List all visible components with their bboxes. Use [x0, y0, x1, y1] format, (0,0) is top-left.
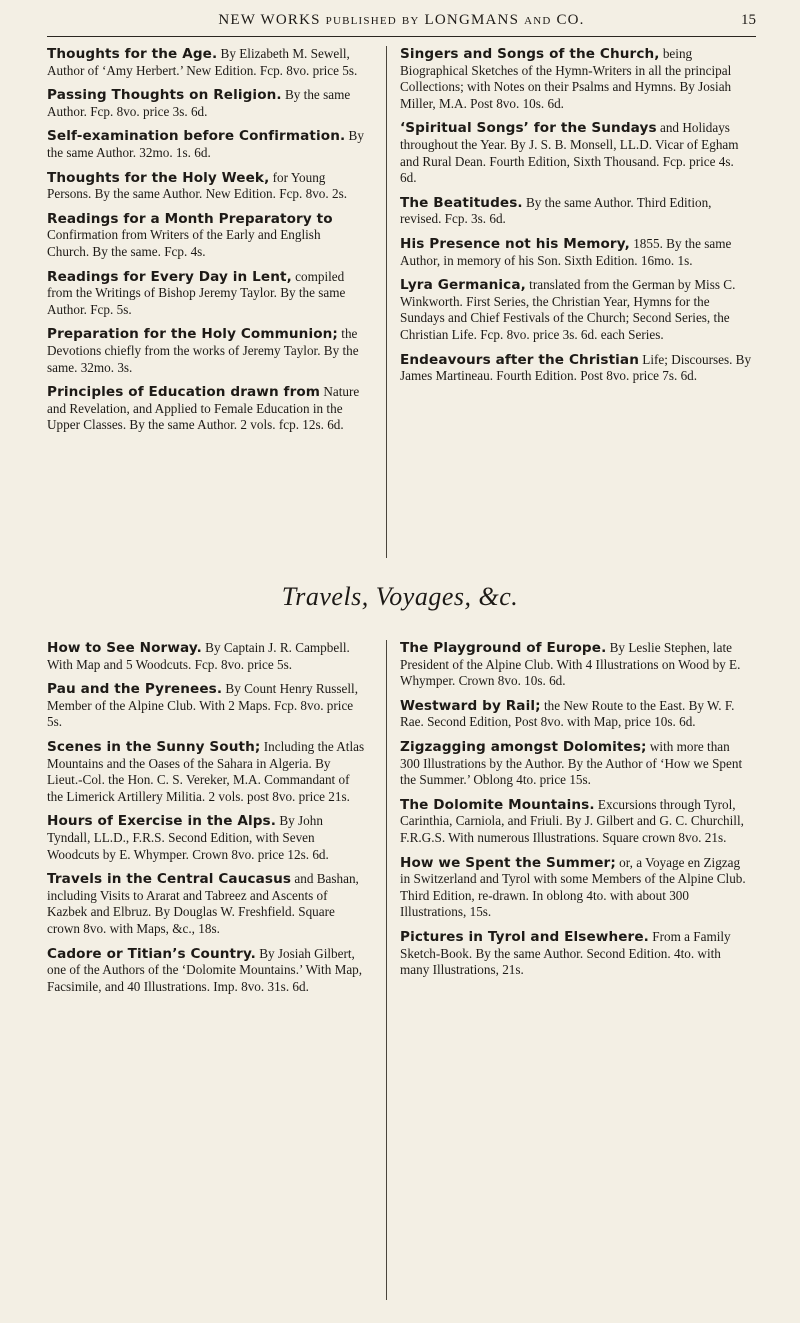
book-entry: [400, 797, 752, 847]
book-description: From a Family Sketch-Book. By the same Author. Second Edition. 4to. with many Illustrations, 21s.: [400, 928, 731, 978]
book-title: Preparation for the Holy Communion;: [47, 326, 338, 343]
book-entry: [47, 946, 365, 996]
book-entry: [47, 211, 365, 261]
book-entry: [400, 698, 752, 731]
book-description: with more than 300 Illustrations by the Author. By the Author of ‘How we Spent the Summer.’ Oblong 4to. price 15s.: [400, 738, 743, 788]
section-heading: Travels, Voyages, &c.: [281, 582, 519, 611]
book-description: compiled from the Writings of Bishop Jeremy Taylor. By the same Author. Fcp. 5s.: [47, 268, 346, 317]
book-title: How we Spent the Summer;: [400, 854, 616, 871]
book-entry: [400, 277, 752, 343]
book-description: being Biographical Sketches of the Hymn-Writers in all the principal Collections; with Notes on their Psalms and Hymns. By Josiah Miller, M.A. Post 8vo. 10s. 6d.: [400, 46, 732, 111]
book-description: By Count Henry Russell, Member of the Alpine Club. With 2 Maps. Fcp. 8vo. price 5s.: [47, 681, 359, 730]
book-description: Confirmation from Writers of the Early and English Church. By the same. Fcp. 4s.: [47, 227, 321, 259]
book-description: and Holidays throughout the Year. By J. S. B. Monsell, LL.D. Vicar of Egham and Rural Dean. Fourth Edition, Sixth Thousand. Fcp. price 4s. 6d.: [400, 120, 739, 186]
book-entry: [47, 170, 365, 203]
book-title: ‘Spiritual Songs’ for the Sundays: [400, 120, 657, 137]
book-entry: [47, 871, 365, 937]
book-entry: [400, 46, 752, 112]
book-entry: [400, 120, 752, 186]
book-title: Passing Thoughts on Religion.: [47, 87, 282, 104]
bottom-left-column: [47, 640, 365, 1300]
book-title: Endeavours after the Christian: [400, 351, 639, 368]
book-title: Singers and Songs of the Church,: [400, 46, 660, 62]
book-title: Readings for Every Day in Lent,: [47, 268, 292, 285]
book-title: Lyra Germanica,: [400, 277, 526, 294]
book-entry: [400, 640, 752, 690]
book-description: the New Route to the East. By W. F. Rae. Second Edition, Post 8vo. with Map, price 10s. 6d.: [400, 697, 735, 730]
book-title: How to See Norway.: [47, 640, 202, 656]
book-title: Zigzagging amongst Dolomites;: [400, 738, 647, 755]
book-entry: [47, 269, 365, 319]
book-entry: [400, 855, 752, 921]
book-entry: [47, 87, 365, 120]
book-description: Including the Atlas Mountains and the Oases of the Sahara in Algeria. By Lieut.-Col. the Hon. C. S. Vereker, M.A. Commandant of the Limerick Artillery Militia. 2 vols. post 8vo. price 21s.: [47, 738, 365, 804]
book-description: the Devotions chiefly from the works of Jeremy Taylor. By the same. 32mo. 3s.: [47, 326, 359, 375]
book-title: Hours of Exercise in the Alps.: [47, 813, 277, 830]
book-description: for Young Persons. By the same Author. New Edition. Fcp. 8vo. 2s.: [47, 169, 348, 202]
book-title: Pau and the Pyrenees.: [47, 681, 223, 698]
book-entry: [47, 384, 365, 434]
book-entry: [47, 681, 365, 731]
book-title: Thoughts for the Holy Week,: [47, 169, 270, 186]
page-header: [47, 6, 756, 37]
book-entry: [400, 352, 752, 385]
book-description: By the same Author. Fcp. 8vo. price 3s. 6d.: [47, 87, 351, 119]
book-title: Thoughts for the Age.: [47, 46, 218, 62]
book-title: Travels in the Central Caucasus: [47, 871, 292, 888]
book-entry: [47, 128, 365, 161]
running-title: NEW WORKS published by LONGMANS and CO.: [218, 12, 585, 28]
book-entry: [47, 640, 365, 673]
bottom-right-column: [386, 640, 752, 1300]
book-entry: [47, 46, 365, 79]
book-entry: [400, 929, 752, 979]
book-title: Scenes in the Sunny South;: [47, 738, 261, 755]
book-description: By John Tyndall, LL.D., F.R.S. Second Edition, with Seven Woodcuts by E. Whymper. Crown 8vo. price 12s. 6d.: [47, 813, 329, 862]
book-entry: [47, 326, 365, 376]
book-description: Nature and Revelation, and Applied to Female Education in the Upper Classes. By the same Author. 2 vols. fcp. 12s. 6d.: [47, 384, 360, 433]
book-description: By Elizabeth M. Sewell, Author of ‘Amy Herbert.’ New Edition. Fcp. 8vo. price 5s.: [47, 46, 358, 78]
book-description: By the same Author. Third Edition, revised. Fcp. 3s. 6d.: [400, 194, 712, 227]
book-title: His Presence not his Memory,: [400, 235, 630, 252]
book-description: or, a Voyage en Zigzag in Switzerland and Tyrol with some Members of the Alpine Club. Third Edition, re-drawn. In oblong 4to. with about 300 Illustrations, 15s.: [400, 854, 746, 920]
book-description: By Captain J. R. Campbell. With Map and 5 Woodcuts. Fcp. 8vo. price 5s.: [47, 640, 350, 672]
book-description: Life; Discourses. By James Martineau. Fourth Edition. Post 8vo. price 7s. 6d.: [400, 351, 752, 384]
book-description: translated from the German by Miss C. Winkworth. First Series, the Christian Year, Hymns for the Sundays and Chief Festivals of the Church; Second Series, the Christian Life. Fcp. 8vo. price 3s. 6d. each Series.: [400, 277, 736, 342]
book-entry: [47, 739, 365, 805]
book-entry: [400, 195, 752, 228]
book-description: By the same Author. 32mo. 1s. 6d.: [47, 128, 364, 160]
book-description: 1855. By the same Author, in memory of his Son. Sixth Edition. 16mo. 1s.: [400, 235, 732, 268]
book-description: Excursions through Tyrol, Carinthia, Carniola, and Friuli. By J. Gilbert and G. C. Churchill, F.R.G.S. With numerous Illustrations. Square crown 8vo. 21s.: [400, 796, 744, 845]
book-title: Self-examination before Confirmation.: [47, 128, 346, 145]
book-entry: [400, 739, 752, 789]
book-title: Readings for a Month Preparatory to: [47, 210, 333, 227]
book-title: Principles of Education drawn from: [47, 384, 321, 401]
book-title: Cadore or Titian’s Country.: [47, 945, 256, 962]
page-number: 15: [741, 12, 756, 28]
book-title: Pictures in Tyrol and Elsewhere.: [400, 928, 649, 945]
book-entry: [47, 813, 365, 863]
book-entry: [400, 236, 752, 269]
top-right-column: [386, 46, 752, 558]
book-title: The Playground of Europe.: [400, 640, 607, 656]
book-title: The Beatitudes.: [400, 194, 523, 211]
book-description: By Josiah Gilbert, one of the Authors of the ‘Dolomite Mountains.’ With Map, Facsimile, and 40 Illustrations. Imp. 8vo. 31s. 6d.: [47, 945, 363, 994]
book-description: By Leslie Stephen, late President of the Alpine Club. With 4 Illustrations on Wood by E. Whymper. Crown 8vo. 10s. 6d.: [400, 640, 741, 689]
book-description: and Bashan, including Visits to Ararat and Tabreez and Ascents of Kazbek and Elbruz. By Douglas W. Freshfield. Square crown 8vo. with Maps, &c., 18s.: [47, 871, 359, 936]
top-left-column: [47, 46, 365, 558]
book-title: The Dolomite Mountains.: [400, 796, 595, 813]
book-title: Westward by Rail;: [400, 697, 541, 714]
